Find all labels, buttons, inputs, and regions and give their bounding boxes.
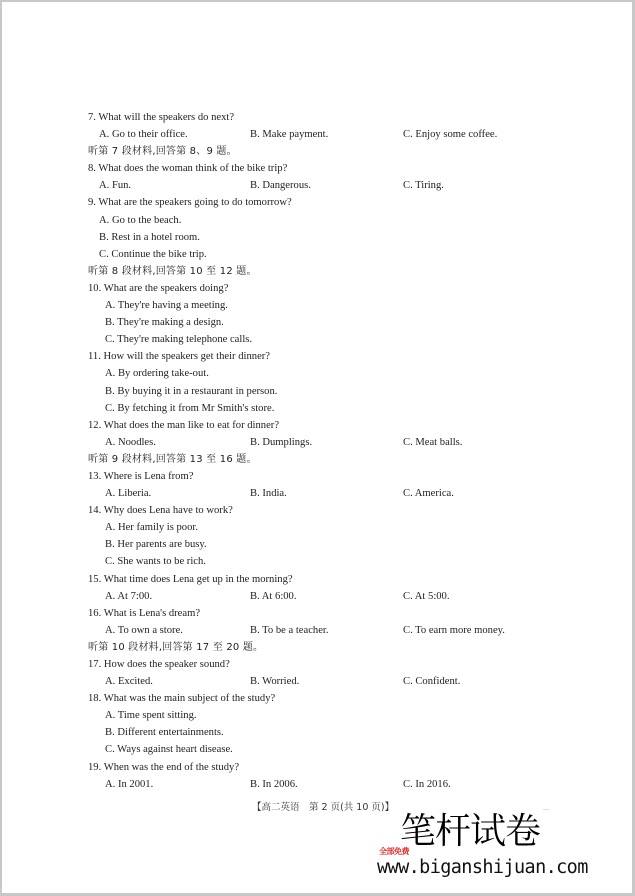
- option-c: C. By fetching it from Mr Smith's store.: [105, 402, 275, 414]
- section-instruction: 听第 10 段材料,回答第 17 至 20 题。: [88, 641, 264, 653]
- option-b: B. Dumplings.: [250, 436, 313, 448]
- option-a: A. Go to the beach.: [99, 214, 182, 226]
- option-c: C. At 5:00.: [403, 590, 450, 602]
- option-a: A. Fun.: [99, 180, 132, 192]
- options-row: [88, 434, 548, 451]
- option-b: B. To be a teacher.: [250, 624, 329, 636]
- exam-content: [88, 109, 548, 793]
- question-text: 10. What are the speakers doing?: [88, 282, 229, 294]
- option-c: C. America.: [403, 488, 454, 500]
- option-a: A. By ordering take-out.: [105, 368, 209, 380]
- option-a: A. To own a store.: [105, 624, 183, 636]
- option-c: C. Confident.: [403, 676, 461, 688]
- option-a: A. Excited.: [105, 676, 153, 688]
- option-a: A. At 7:00.: [105, 590, 153, 602]
- option-a: A. Time spent sitting.: [105, 710, 197, 722]
- option-c: C. Tiring.: [403, 180, 444, 192]
- options-row: [88, 622, 548, 639]
- option-c: C. She wants to be rich.: [105, 556, 206, 568]
- question-text: 18. What was the main subject of the study?: [88, 693, 276, 705]
- option-b: B. In 2006.: [250, 778, 298, 790]
- option-b: B. They're making a design.: [105, 317, 224, 329]
- option-c: C. To earn more money.: [403, 624, 505, 636]
- option-c: C. Ways against heart disease.: [105, 744, 233, 756]
- option-b: B. Different entertainments.: [105, 727, 224, 739]
- section-instruction: 听第 8 段材料,回答第 10 至 12 题。: [88, 265, 257, 277]
- question-text: 14. Why does Lena have to work?: [88, 505, 233, 517]
- options-row: [88, 177, 548, 194]
- section-instruction: 听第 9 段材料,回答第 13 至 16 题。: [88, 453, 257, 465]
- option-a: A. They're having a meeting.: [105, 300, 228, 312]
- option-c: C. In 2016.: [403, 778, 451, 790]
- option-a: A. Liberia.: [105, 488, 152, 500]
- option-b: B. Dangerous.: [250, 180, 311, 192]
- watermark-url[interactable]: www.biganshijuan.com: [377, 857, 588, 878]
- option-b: B. By buying it in a restaurant in person.: [105, 385, 278, 397]
- question-text: 12. What does the man like to eat for dinner?: [88, 419, 280, 431]
- option-c: C. Meat balls.: [403, 436, 463, 448]
- question-text: 19. When was the end of the study?: [88, 761, 240, 773]
- option-b: B. Worried.: [250, 676, 300, 688]
- option-c: C. Continue the bike trip.: [99, 248, 207, 260]
- option-a: A. Noodles.: [105, 436, 156, 448]
- options-row: [88, 126, 548, 143]
- option-a: A. In 2001.: [105, 778, 154, 790]
- option-c: C. They're making telephone calls.: [105, 334, 253, 346]
- question-text: 16. What is Lena's dream?: [88, 607, 201, 619]
- option-c: C. Enjoy some coffee.: [403, 129, 498, 141]
- exam-page: [2, 2, 632, 893]
- question-text: 13. Where is Lena from?: [88, 470, 194, 482]
- scan-artifact: [543, 809, 549, 810]
- watermark-free-badge: 全部免费: [379, 847, 409, 856]
- option-b: B. At 6:00.: [250, 590, 297, 602]
- option-b: B. Her parents are busy.: [105, 539, 207, 551]
- page-footer: 【高二英语 第 2 页(共 10 页)】: [252, 802, 395, 813]
- option-b: B. India.: [250, 488, 287, 500]
- question-text: 15. What time does Lena get up in the morning?: [88, 573, 293, 585]
- question-text: 11. How will the speakers get their dinner?: [88, 351, 271, 363]
- option-b: B. Make payment.: [250, 129, 329, 141]
- question-text: 8. What does the woman think of the bike trip?: [88, 163, 288, 175]
- options-row: [88, 673, 548, 690]
- question-text: 9. What are the speakers going to do tomorrow?: [88, 197, 292, 209]
- watermark-brand: 笔杆试卷: [400, 811, 541, 852]
- question-text: 7. What will the speakers do next?: [88, 112, 235, 123]
- question-text: 17. How does the speaker sound?: [88, 659, 230, 670]
- options-row: [88, 776, 548, 793]
- section-instruction: 听第 7 段材料,回答第 8、9 题。: [88, 146, 237, 158]
- option-a: A. Her family is poor.: [105, 522, 198, 534]
- option-b: B. Rest in a hotel room.: [99, 231, 200, 243]
- option-a: A. Go to their office.: [99, 129, 188, 141]
- options-row: [88, 588, 548, 605]
- options-row: [88, 485, 548, 502]
